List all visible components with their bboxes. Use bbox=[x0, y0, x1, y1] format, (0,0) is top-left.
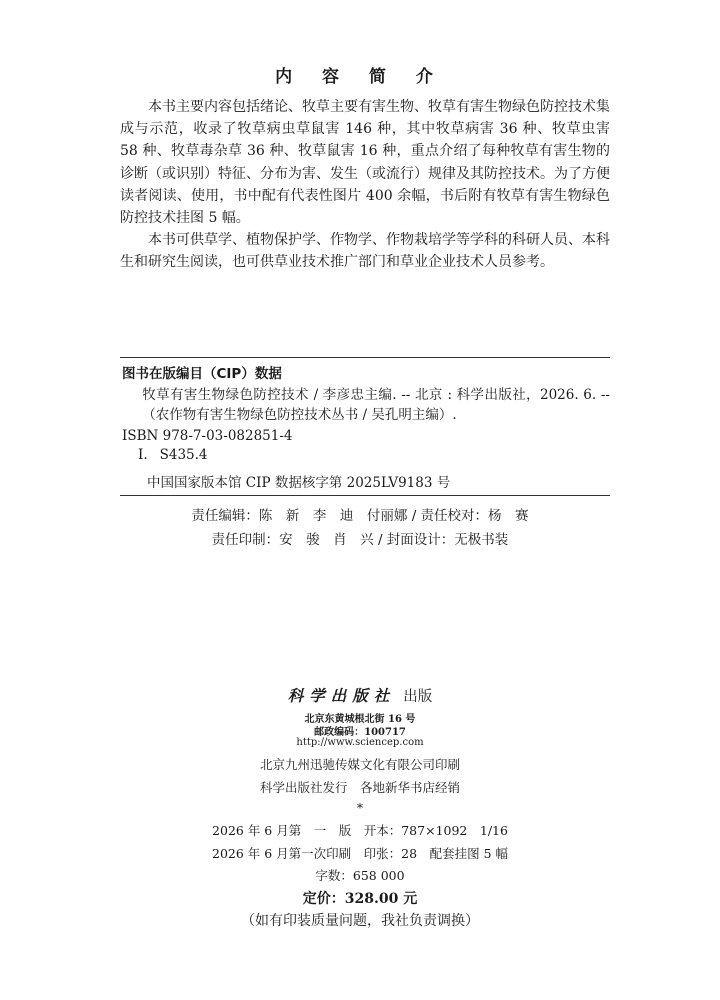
staff-line-2: 责任印制：安 骏 肖 兴 / 封面设计：无极书装 bbox=[211, 532, 509, 548]
cip-class-code: S435.4 bbox=[159, 447, 208, 463]
cip-class-roman: Ⅰ. bbox=[138, 447, 148, 463]
separator-star: * bbox=[356, 800, 364, 815]
cip-title: 图书在版编目（CIP）数据 bbox=[122, 366, 282, 382]
printer-line: 北京九州迅驰传媒文化有限公司印刷 bbox=[259, 757, 460, 772]
cip-line-1: 牧草有害生物绿色防控技术 / 李彦忠主编. -- 北京 : 科学出版社，2026. 6. --（农作物有害生物绿色防控技术丛书 / 吴孔明主编）. bbox=[142, 387, 610, 424]
cip-isbn: ISBN 978-7-03-082851-4 bbox=[122, 427, 293, 444]
publisher-url: http://www.sciencep.com bbox=[296, 737, 424, 748]
cip-record-number: 中国国家版本馆 CIP 数据核字第 2025LV9183 号 bbox=[147, 475, 451, 491]
staff-line-1: 责任编辑：陈 新 李 迪 付丽娜 / 责任校对：杨 赛 bbox=[191, 508, 529, 524]
cip-bottom-divider bbox=[120, 495, 610, 496]
cip-record-text bbox=[122, 385, 610, 446]
publisher-logo: 科学出版社 bbox=[287, 686, 396, 705]
intro-section bbox=[120, 96, 610, 274]
intro-paragraph-2: 本书可供草学、植物保护学、作物学、作物栽培学等学科的科研人员、本科生和研究生阅读，也可供草业技术推广部门和草业企业技术人员参考。 bbox=[120, 232, 610, 271]
intro-paragraph-1: 本书主要内容包括绪论、牧草主要有害生物、牧草有害生物绿色防控技术集成与示范，收录了牧草病虫草鼠害 146 种，其中牧草病害 36 种、牧草虫害 58 种、牧草毒杂草 36 种、牧草鼠害 16 种，重点介绍了每种牧草有害生物的诊断（或识别）特征、分布为害、发生（或流行）规律及其防控技术。为了方便读者阅读、使用，书中配有代表性图片 400 余幅，书后附有牧草有害生物绿色防控技术挂图 5 幅。 bbox=[120, 99, 610, 227]
edition-line: 2026 年 6 月第 一 版 开本：787×1092 1/16 bbox=[212, 823, 508, 838]
publisher-postcode: 邮政编码：100717 bbox=[314, 727, 406, 738]
distributor-line: 科学出版社发行 各地新华书店经销 bbox=[259, 780, 460, 795]
price: 定价：328.00 元 bbox=[302, 891, 418, 907]
publisher-address: 北京东黄城根北街 16 号 bbox=[304, 714, 416, 725]
page-title: 内 容 简 介 bbox=[275, 67, 445, 87]
printing-line: 2026 年 6 月第一次印刷 印张：28 配套挂图 5 幅 bbox=[212, 846, 508, 861]
cip-top-divider bbox=[120, 357, 610, 358]
quality-notice: （如有印装质量问题，我社负责调换） bbox=[241, 913, 479, 929]
publisher-suffix: 出版 bbox=[403, 689, 433, 705]
publisher-line bbox=[0, 684, 720, 706]
word-count: 字数：658 000 bbox=[315, 868, 405, 883]
cip-classification bbox=[138, 447, 220, 463]
